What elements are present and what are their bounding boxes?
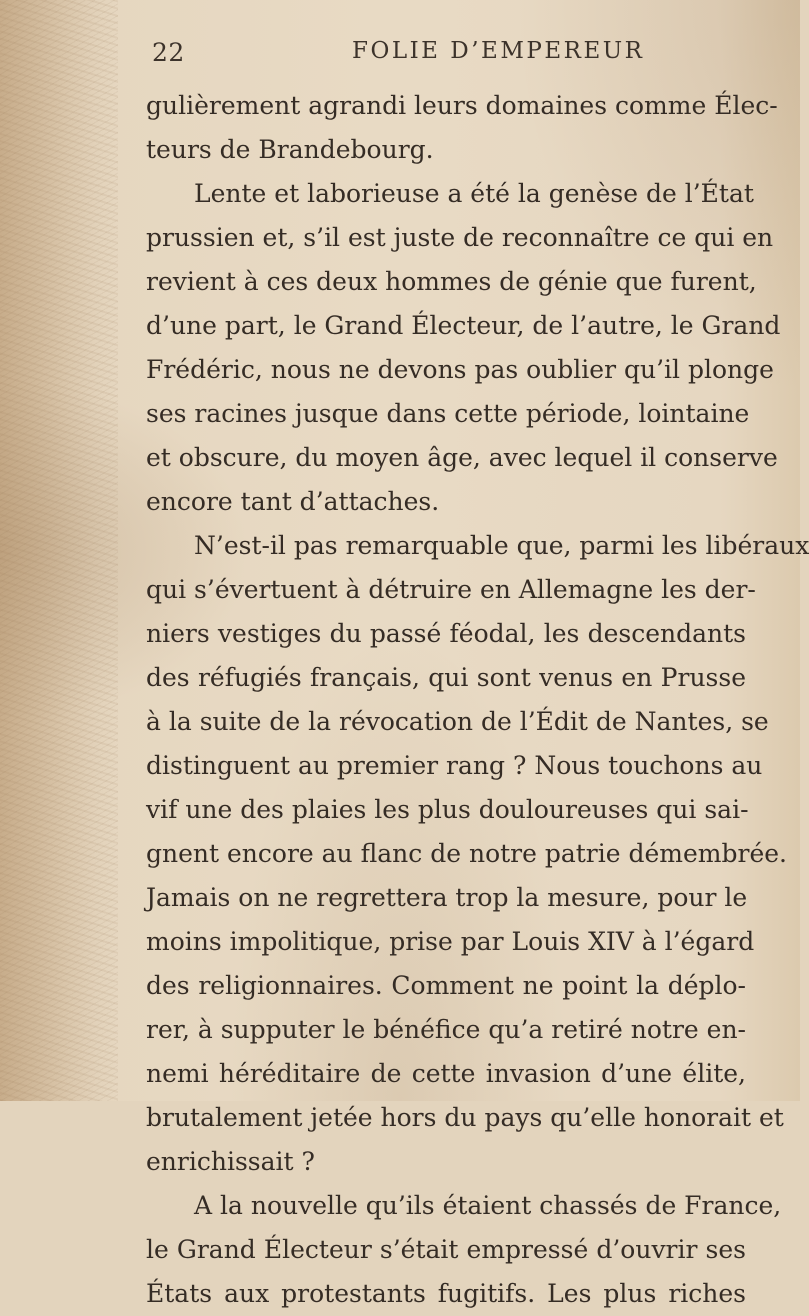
text-line: N’est-il pas remarquable que, parmi les libéraux [194, 531, 809, 560]
text-line: niers vestiges du passé féodal, les descendants [146, 619, 746, 648]
text-line: nemi héréditaire de cette invasion d’une élite, [146, 1059, 746, 1088]
text-line: États aux protestants fugitifs. Les plus riches [146, 1279, 746, 1308]
page-number: 22 [152, 38, 185, 67]
page-edge-texture [0, 0, 118, 1101]
text-line: et obscure, du moyen âge, avec lequel il conserve [146, 443, 778, 472]
text-line: Lente et laborieuse a été la genèse de l’État [194, 179, 754, 208]
text-line: le Grand Électeur s’était empressé d’ouvrir ses [146, 1235, 746, 1264]
text-line: A la nouvelle qu’ils étaient chassés de France, [194, 1191, 782, 1220]
text-line: gnent encore au flanc de notre patrie démembrée. [146, 839, 787, 868]
text-line: ses racines jusque dans cette période, lointaine [146, 399, 750, 428]
text-line: des religionnaires. Comment ne point la déplo- [146, 971, 746, 1000]
body-text [146, 84, 809, 1316]
text-line: distinguent au premier rang ? Nous touchons au [146, 751, 763, 780]
text-line: à la suite de la révocation de l’Édit de Nantes, se [146, 707, 769, 736]
text-line: qui s’évertuent à détruire en Allemagne les der- [146, 575, 756, 604]
text-line: Frédéric, nous ne devons pas oublier qu’il plonge [146, 355, 774, 384]
text-line: prussien et, s’il est juste de reconnaître ce qui en [146, 223, 774, 252]
text-line: teurs de Brandebourg. [146, 135, 434, 164]
text-line: d’une part, le Grand Électeur, de l’autre, le Grand [146, 311, 781, 340]
text-line: brutalement jetée hors du pays qu’elle honorait et [146, 1103, 784, 1132]
text-line: revient à ces deux hommes de génie que furent, [146, 267, 757, 296]
page-header [0, 26, 800, 76]
text-line: moins impolitique, prise par Louis XIV à l’égard [146, 927, 755, 956]
running-head: FOLIE D’EMPEREUR [352, 38, 645, 64]
text-line: enrichissait ? [146, 1147, 315, 1176]
text-line: encore tant d’attaches. [146, 487, 440, 516]
text-line: rer, à supputer le bénéfice qu’a retiré notre en- [146, 1015, 746, 1044]
text-line: Jamais on ne regrettera trop la mesure, pour le [146, 883, 748, 912]
text-line: vif une des plaies les plus douloureuses qui sai- [146, 795, 749, 824]
text-line: gulièrement agrandi leurs domaines comme Élec- [146, 91, 778, 120]
text-line: des réfugiés français, qui sont venus en Prusse [146, 663, 746, 692]
